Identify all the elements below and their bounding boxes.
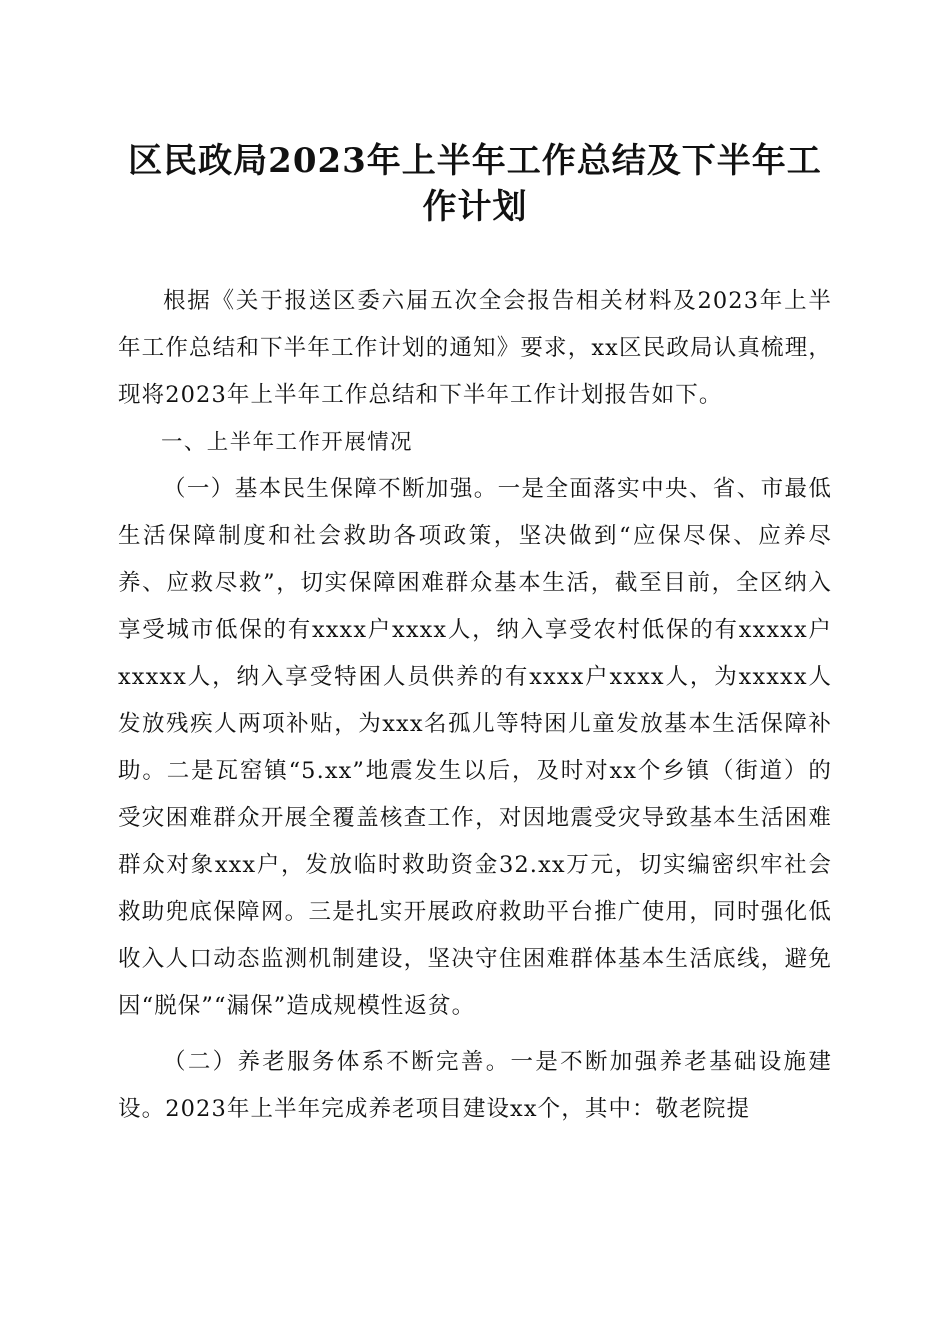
subsection-2-text: 一是不断加强养老基础设施建设。2023年上半年完成养老项目建设xx个，其中：敬老院提	[118, 1049, 832, 1122]
subsection-1-text: 一是全面落实中央、省、市最低生活保障制度和社会救助各项政策，坚决做到“应保尽保、应养尽养、应救尽救”，切实保障困难群众基本生活，截至目前，全区纳入享受城市低保的有xxxx户xxxx人，纳入享受农村低保的有xxxxx户xxxxx人，纳入享受特困人员供养的有xxxx户xxxx人，为xxxxx人发放残疾人两项补贴，为xxx名孤儿等特困儿童发放基本生活保障补助。二是瓦窑镇“5.xx”地震发生以后，及时对xx个乡镇（街道）的受灾困难群众开展全覆盖核查工作，对因地震受灾导致基本生活困难群众对象xxx户，发放临时救助资金32.xx万元，切实编密织牢社会救助兜底保障网。三是扎实开展政府救助平台推广使用，同时强化低收入人口动态监测机制建设，坚决守住困难群体基本生活底线，避免因“脱保”“漏保”造成规模性返贫。	[118, 476, 832, 1019]
intro-paragraph: 根据《关于报送区委六届五次全会报告相关材料及2023年上半年工作总结和下半年工作计划的通知》要求，xx区民政局认真梳理，现将2023年上半年工作总结和下半年工作计划报告如下。	[118, 288, 832, 408]
subsection-1-heading: （一）基本民生保障不断加强。	[163, 476, 498, 502]
document-body	[118, 278, 832, 1133]
subsection-2-heading: （二）养老服务体系不断完善。	[163, 1049, 511, 1075]
subsection-1-paragraph	[118, 466, 832, 1030]
subsection-2-paragraph	[118, 1039, 832, 1133]
section-heading-1: 一、上半年工作开展情况	[161, 430, 413, 455]
document-title: 区民政局2023年上半年工作总结及下半年工作计划	[128, 141, 822, 227]
